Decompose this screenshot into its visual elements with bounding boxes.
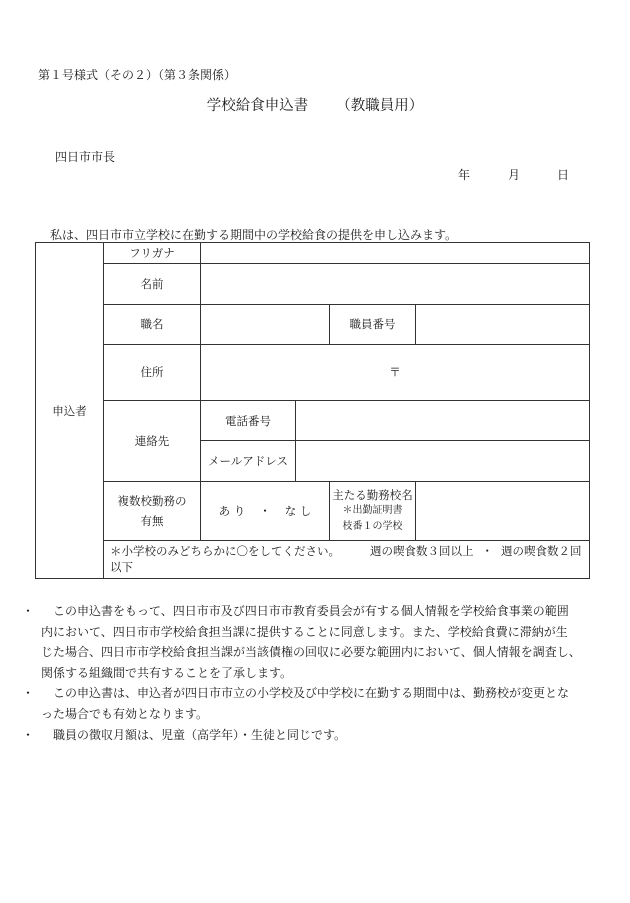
term-bullet: ・: [22, 686, 35, 701]
furigana-field[interactable]: [201, 243, 590, 264]
main-school-label: 主たる勤務校名: [332, 488, 413, 503]
meal-option-2-or-less[interactable]: 週の喫食数２回以下: [110, 544, 582, 575]
date-day-label: 日: [557, 168, 570, 182]
date-year-label: 年: [458, 168, 471, 182]
term-item-fee: [22, 725, 602, 746]
term-line: この申込書をもって、四日市市及び四日市市教育委員会が有する個人情報を学校給食事業の範囲: [41, 604, 569, 618]
name-field[interactable]: [201, 264, 590, 305]
application-form-table: [35, 242, 590, 579]
terms-section: [22, 601, 602, 745]
applicant-label: 申込者: [36, 243, 104, 579]
name-label: 名前: [104, 264, 201, 305]
term-bullet: ・: [22, 727, 35, 742]
date-month-label: 月: [508, 168, 521, 182]
email-label: メールアドレス: [201, 441, 296, 482]
term-bullet: ・: [22, 604, 35, 618]
address-field[interactable]: [201, 344, 590, 400]
term-line: じた場合、四日市市学校給食担当課が当該債権の回収に必要な範囲内において、個人情報を調査し、: [41, 645, 581, 660]
term-item-privacy: [22, 601, 602, 683]
multi-school-label-line2: 有無: [140, 514, 164, 529]
furigana-label: フリガナ: [104, 243, 201, 264]
choice-yes[interactable]: あ り: [218, 504, 246, 519]
meal-option-3-or-more[interactable]: 週の喫食数３回以上: [370, 544, 474, 559]
term-line: 内において、四日市市学校給食担当課に提供することに同意します。また、学校給食費に滞納が生: [41, 624, 568, 639]
main-school-note-line1: ＊出勤証明書: [342, 505, 403, 517]
choice-no[interactable]: な し: [284, 504, 312, 519]
main-school-note-line2: 枝番１の学校: [342, 521, 403, 533]
position-field[interactable]: [201, 305, 330, 344]
staff-number-label: 職員番号: [330, 305, 416, 344]
contact-label: 連絡先: [104, 400, 201, 481]
intro-statement: 私は、四日市市立学校に在勤する期間中の学校給食の提供を申し込みます。: [50, 228, 458, 242]
term-line: 職員の徴収月額は、児童（高学年）・生徒と同じです。: [41, 727, 347, 742]
staff-number-field[interactable]: [416, 305, 590, 344]
multi-school-label: [104, 482, 201, 540]
page-title: [0, 94, 630, 115]
email-field[interactable]: [296, 441, 590, 482]
address-label: 住所: [104, 344, 201, 400]
term-line: 関係する組織間で共有することを了承します。: [41, 665, 293, 680]
position-label: 職名: [104, 305, 201, 344]
term-line: った場合でも有効となります。: [41, 706, 209, 721]
title-main: 学校給食申込書: [206, 98, 309, 114]
meal-frequency-note: ＊小学校のみどちらかに〇をしてください。: [110, 544, 340, 559]
addressee: 四日市市長: [55, 150, 116, 164]
phone-label: 電話番号: [201, 400, 296, 440]
main-school-field[interactable]: [416, 482, 590, 540]
main-school-label-cell: [330, 482, 416, 540]
meal-option-separator: ・: [481, 544, 493, 559]
form-number: 第１号様式（その２）（第３条関係）: [38, 68, 237, 82]
term-item-validity: [22, 683, 602, 724]
postal-mark: 〒: [389, 365, 401, 380]
meal-frequency-row: [104, 540, 590, 578]
term-line: この申込書は、申込者が四日市市立の小学校及び中学校に在勤する期間中は、勤務校が変更とな: [41, 686, 570, 701]
multi-school-choice[interactable]: [201, 482, 330, 540]
multi-school-label-line1: 複数校勤務の: [117, 494, 187, 509]
choice-separator: ・: [259, 504, 271, 519]
title-sub: （教職員用）: [336, 98, 424, 114]
phone-field[interactable]: [296, 400, 590, 440]
